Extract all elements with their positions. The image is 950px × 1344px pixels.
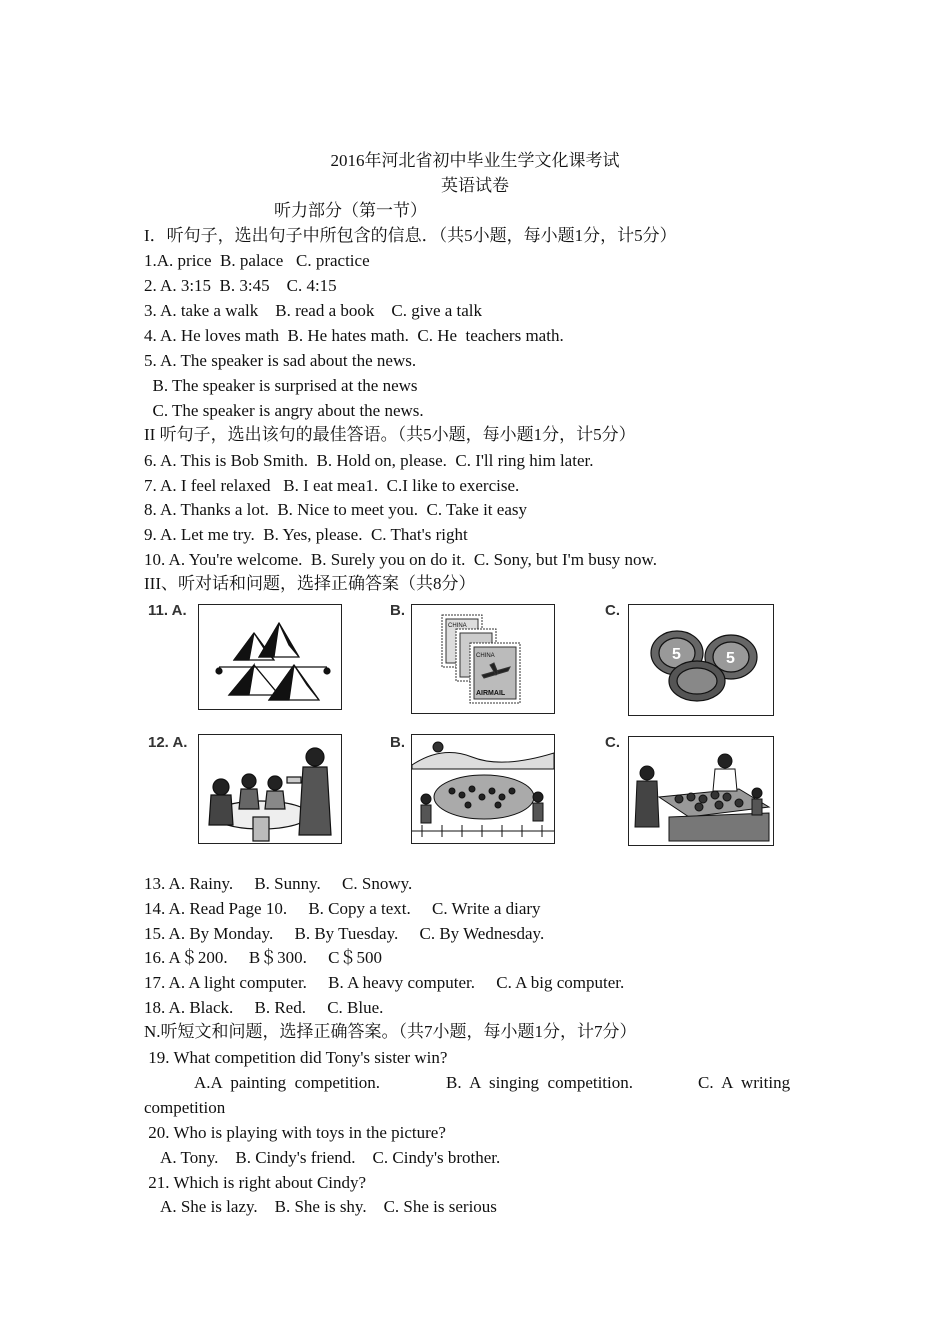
stamp-text-china-1: CHINA bbox=[448, 623, 467, 629]
question-18: 18. A. Black. B. Red. C. Blue. bbox=[144, 998, 384, 1017]
stamp-text-china-2: CHINA bbox=[476, 653, 495, 659]
section-title: 听力部分（第一节） bbox=[274, 201, 427, 220]
kites-illustration bbox=[199, 605, 341, 709]
q12-label-c: C. bbox=[605, 734, 620, 751]
q11-picture-coins bbox=[628, 604, 774, 716]
q12-label-a: 12. A. bbox=[148, 734, 188, 751]
question-20-options: A. Tony. B. Cindy's friend. C. Cindy's brother. bbox=[144, 1148, 501, 1167]
question-13: 13. A. Rainy. B. Sunny. C. Snowy. bbox=[144, 874, 413, 893]
exam-subtitle: 英语试卷 bbox=[441, 176, 509, 195]
question-15: 15. A. By Monday. B. By Tuesday. C. By Wednesday. bbox=[144, 924, 545, 943]
part1-heading: I．听句子，选出句子中所包含的信息．（共5小题，每小题1分，计5分） bbox=[144, 226, 677, 245]
question-5-option-c: C. The speaker is angry about the news. bbox=[144, 401, 424, 420]
question-16: 16. A＄200. B＄300. C＄500 bbox=[144, 948, 383, 967]
question-5-option-b: B. The speaker is surprised at the news bbox=[144, 376, 418, 395]
q11-picture-stamps bbox=[411, 604, 555, 714]
question-19-option-a: A.A painting competition. bbox=[194, 1073, 381, 1092]
part4-heading: N.听短文和问题，选择正确答案。（共7小题，每小题1分，计7分） bbox=[144, 1022, 637, 1041]
q11-picture-kites bbox=[198, 604, 342, 710]
stamp-text-airmail: AIRMAIL bbox=[476, 690, 506, 697]
question-8: 8. A. Thanks a lot. B. Nice to meet you. C. Take it easy bbox=[144, 500, 527, 519]
question-7: 7. A. I feel relaxed B. I eat mea1. C.I like to exercise. bbox=[144, 476, 520, 495]
part2-heading: II 听句子，选出该句的最佳答语。（共5小题，每小题1分，计5分） bbox=[144, 425, 636, 444]
question-19: 19. What competition did Tony's sister win? bbox=[144, 1048, 448, 1067]
question-9: 9. A. Let me try. B. Yes, please. C. That's right bbox=[144, 525, 468, 544]
festival-illustration bbox=[412, 735, 554, 843]
question-19-option-c-continued: competition bbox=[144, 1098, 226, 1117]
coin-text-1: 5 bbox=[672, 646, 681, 663]
question-6: 6. A. This is Bob Smith. B. Hold on, please. C. I'll ring him later. bbox=[144, 451, 594, 470]
q11-label-c: C. bbox=[605, 602, 620, 619]
question-19-option-b: B. A singing competition. bbox=[446, 1073, 634, 1092]
question-14: 14. A. Read Page 10. B. Copy a text. C. Write a diary bbox=[144, 899, 541, 918]
question-20: 20. Who is playing with toys in the picture? bbox=[144, 1123, 446, 1142]
q12-picture-restaurant bbox=[198, 734, 342, 844]
question-21: 21. Which is right about Cindy? bbox=[144, 1173, 367, 1192]
coins-illustration bbox=[629, 605, 773, 715]
q12-label-b: B. bbox=[390, 734, 405, 751]
restaurant-illustration bbox=[199, 735, 341, 843]
q11-label-b: B. bbox=[390, 602, 405, 619]
question-21-options: A. She is lazy. B. She is shy. C. She is serious bbox=[144, 1197, 497, 1216]
q12-picture-festival bbox=[411, 734, 555, 844]
stamps-illustration bbox=[412, 605, 554, 713]
question-1: 1.A. price B. palace C. practice bbox=[144, 251, 370, 270]
question-17: 17. A. A light computer. B. A heavy computer. C. A big computer. bbox=[144, 973, 625, 992]
question-19-option-c: C. A writing bbox=[698, 1073, 791, 1092]
q12-picture-market bbox=[628, 736, 774, 846]
market-illustration bbox=[629, 737, 773, 845]
question-5: 5. A. The speaker is sad about the news. bbox=[144, 351, 417, 370]
question-3: 3. A. take a walk B. read a book C. give a talk bbox=[144, 301, 483, 320]
question-2: 2. A. 3:15 B. 3:45 C. 4:15 bbox=[144, 276, 337, 295]
part3-heading: III、听对话和问题，选择正确答案（共8分） bbox=[144, 574, 476, 593]
q11-label-a: 11. A. bbox=[148, 602, 187, 619]
question-4: 4. A. He loves math B. He hates math. C. He teachers math. bbox=[144, 326, 564, 345]
question-10: 10. A. You're welcome. B. Surely you on do it. C. Sony, but I'm busy now. bbox=[144, 550, 657, 569]
exam-title: 2016年河北省初中毕业生学文化课考试 bbox=[330, 151, 620, 170]
coin-text-2: 5 bbox=[726, 650, 735, 667]
